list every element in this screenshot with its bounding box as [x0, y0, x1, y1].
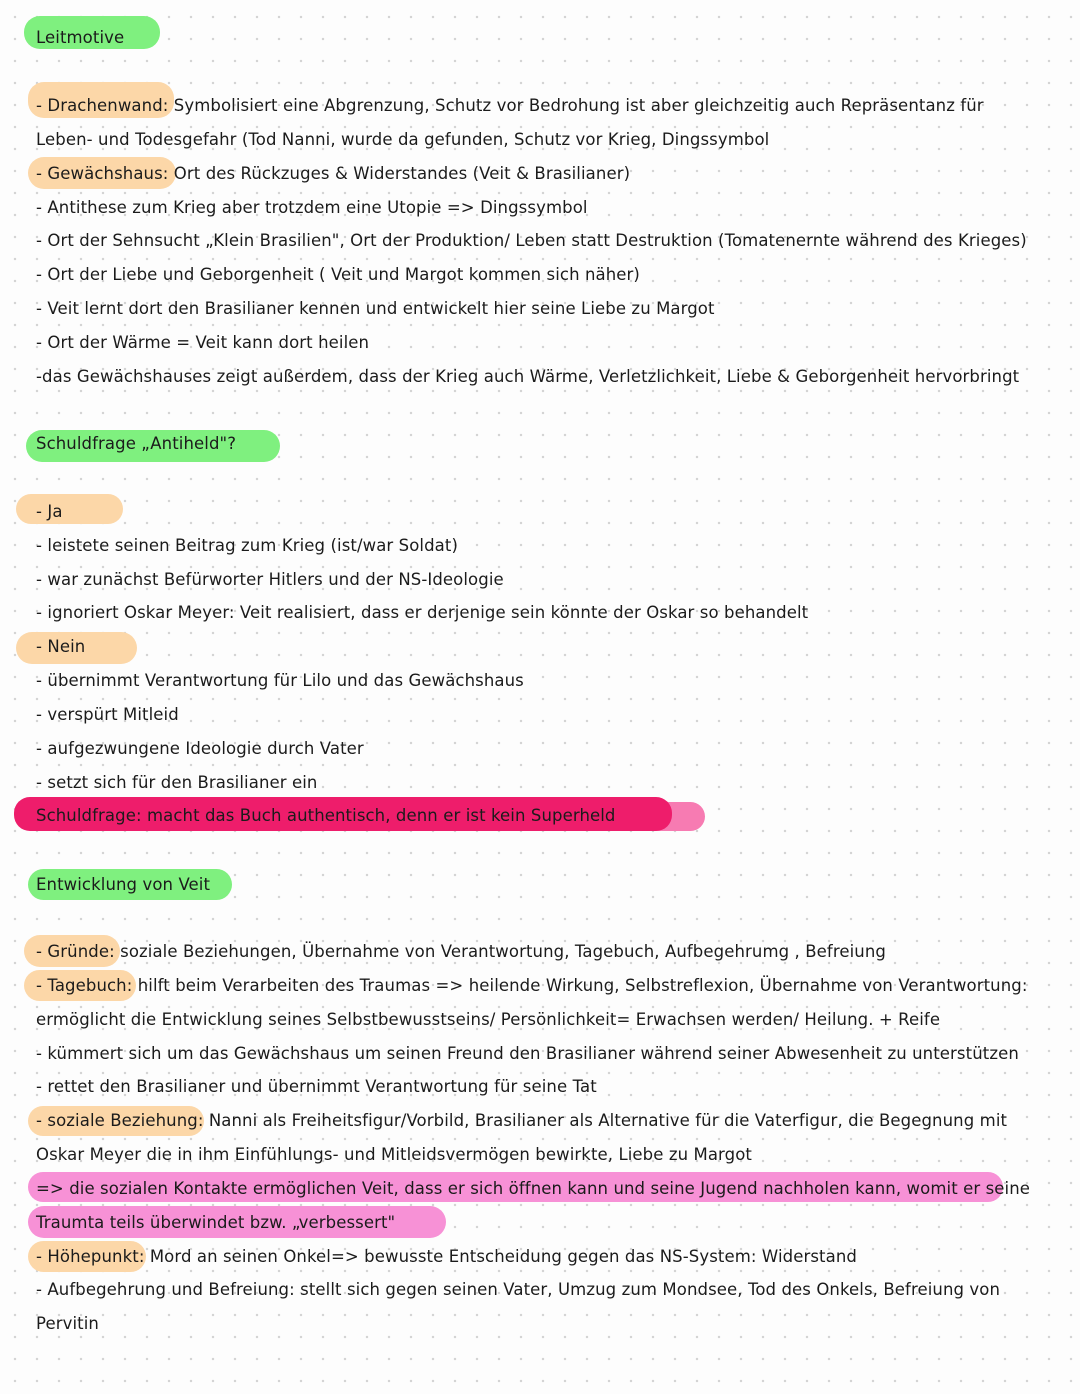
text-line — [36, 975, 1028, 997]
text-line: - aufgezwungene Ideologie durch Vater — [36, 739, 364, 758]
text-line: - setzt sich für den Brasilianer ein — [36, 773, 318, 792]
text-line: - kümmert sich um das Gewächshaus um seinen Freund den Brasilianer während seiner Abwesenheit zu unterstützen — [36, 1044, 1019, 1063]
text-line: - war zunächst Befürworter Hitlers und der NS-Ideologie — [36, 570, 504, 589]
label-sozial: - soziale Beziehung: — [36, 1111, 204, 1130]
text-line — [36, 1246, 857, 1268]
text-line: - leistete seinen Beitrag zum Krieg (ist/war Soldat) — [36, 536, 459, 555]
text-line: - rettet den Brasilianer und übernimmt Verantwortung für seine Tat — [36, 1077, 597, 1096]
text-line: - Antithese zum Krieg aber trotzdem eine Utopie => Dingssymbol — [36, 198, 588, 217]
text-line: Leben- und Todesgefahr (Tod Nanni, wurde da gefunden, Schutz vor Krieg, Dingssymbol — [36, 130, 770, 149]
conclusion-text: Traumta teils überwindet bzw. „verbessert" — [36, 1213, 396, 1232]
text-line: - ignoriert Oskar Meyer: Veit realisiert, dass er derjenige sein könnte der Oskar so behandelt — [36, 603, 809, 622]
text-line — [36, 95, 984, 117]
text-drachenwand: Symbolisiert eine Abgrenzung, Schutz vor Bedrohung ist aber gleichzeitig auch Repräsentanz für — [168, 96, 984, 115]
label-gruende: - Gründe: — [36, 942, 115, 961]
label-ja: - Ja — [36, 502, 63, 521]
text-line: - Ort der Liebe und Geborgenheit ( Veit und Margot kommen sich näher) — [36, 265, 640, 284]
label-highlight — [16, 494, 123, 524]
text-line: - Ort der Wärme = Veit kann dort heilen — [36, 333, 370, 352]
text-line: - Ort der Sehnsucht „Klein Brasilien", Ort der Produktion/ Leben statt Destruktion (Tomatenernte während des Krieges) — [36, 231, 1027, 250]
text-line: -das Gewächshauses zeigt außerdem, dass der Krieg auch Wärme, Verletzlichkeit, Liebe & Geborgenheit hervorbringt — [36, 367, 1020, 386]
label-hoehepunkt: - Höhepunkt: — [36, 1247, 145, 1266]
text-line — [36, 941, 886, 963]
text-line: - verspürt Mitleid — [36, 705, 179, 724]
section-heading-schuldfrage: Schuldfrage „Antiheld"? — [36, 434, 237, 453]
text-hoehepunkt: Mord an seinen Onkel=> bewusste Entscheidung gegen das NS-System: Widerstand — [144, 1247, 857, 1266]
text-line: - Veit lernt dort den Brasilianer kennen und entwickelt hier seine Liebe zu Margot — [36, 299, 715, 318]
text-line: - Aufbegehrung und Befreiung: stellt sich gegen seinen Vater, Umzug zum Mondsee, Tod des Onkels, Befreiung von — [36, 1280, 1001, 1299]
section-heading-entwicklung: Entwicklung von Veit — [36, 875, 211, 894]
text-line: - übernimmt Verantwortung für Lilo und das Gewächshaus — [36, 671, 524, 690]
text-line: Oskar Meyer die in ihm Einfühlungs- und Mitleidsvermögen bewirkte, Liebe zu Margot — [36, 1145, 752, 1164]
conclusion-text: Schuldfrage: macht das Buch authentisch, denn er ist kein Superheld — [36, 806, 616, 825]
section-heading-leitmotive: Leitmotive — [36, 28, 125, 47]
text-line — [36, 163, 630, 185]
label-drachenwand: - Drachenwand: — [36, 96, 169, 115]
label-gewaechshaus: - Gewächshaus: O — [36, 164, 187, 183]
label-tagebuch: - Tagebuch: — [36, 976, 133, 995]
conclusion-text: => die sozialen Kontakte ermöglichen Veit, dass er sich öffnen kann und seine Jugend nachholen kann, womit er seine — [36, 1179, 1031, 1198]
text-gruende: soziale Beziehungen, Übernahme von Verantwortung, Tagebuch, Aufbegehrumg , Befreiung — [114, 942, 886, 961]
text-sozial: Nanni als Freiheitsfigur/Vorbild, Brasilianer als Alternative für die Vaterfigur, die Begegnung mit — [203, 1111, 1008, 1130]
text-line: Pervitin — [36, 1314, 99, 1333]
text-line: ermöglicht die Entwicklung seines Selbstbewusstseins/ Persönlichkeit= Erwachsen werden/ Heilung. + Reife — [36, 1010, 941, 1029]
text-tagebuch: hilft beim Verarbeiten des Traumas => heilende Wirkung, Selbstreflexion, Übernahme von Verantwortung: — [132, 976, 1028, 995]
text-gewaechshaus: rt des Rückzuges & Widerstandes (Veit & Brasilianer) — [186, 164, 631, 183]
text-line — [36, 1110, 1007, 1132]
label-nein: - Nein — [36, 637, 86, 656]
